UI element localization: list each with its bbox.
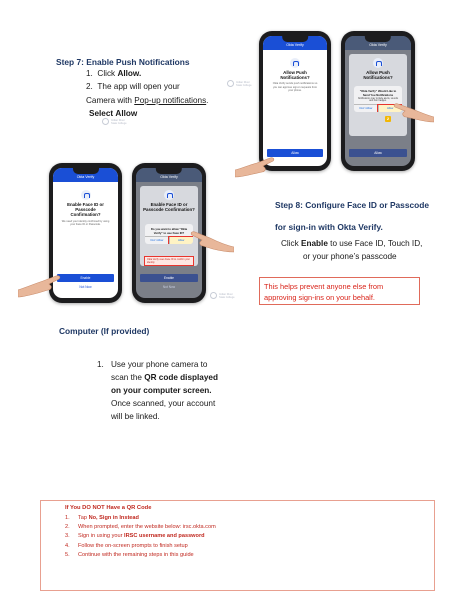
list-item	[65, 523, 428, 532]
list-number: 1.	[65, 514, 70, 521]
phone4-enable-button[interactable]: Enable	[140, 274, 198, 282]
step7-line2-text: The app will open your	[97, 81, 180, 91]
step7-instructions	[86, 68, 246, 93]
computer-line2-pre: scan the	[111, 373, 142, 382]
alert-allow-button[interactable]: Allow	[378, 105, 402, 112]
list-number: 4.	[65, 542, 70, 549]
watermark-line1: Indian River	[111, 118, 125, 122]
phone2-title: Allow Push Notifications?	[363, 70, 393, 81]
phone-notch	[156, 168, 182, 174]
list-text: Follow the on-screen prompts to finish setup	[78, 542, 188, 549]
step8-desc-post: to use Face ID, Touch ID,	[330, 239, 423, 248]
step7-line4-bold: Allow	[115, 109, 138, 118]
step7-line2	[86, 81, 246, 94]
computer-line1: Use your phone camera to	[111, 360, 208, 369]
phone4-not-now-link[interactable]: Not Now	[162, 285, 176, 289]
list-item	[65, 532, 428, 541]
watermark-line1: Indian River	[219, 292, 233, 296]
list-text: Tap	[78, 514, 88, 521]
step7-line4-pre: Select	[89, 109, 114, 118]
computer-item-number: 1.	[97, 360, 104, 369]
alert-title: “Okta Verify” Would Like to Send You Notifications	[359, 89, 397, 97]
watermark-line2: State College	[236, 83, 252, 87]
lock-icon	[81, 190, 91, 200]
step7-line3-pre: Camera with	[86, 96, 132, 105]
no-qr-steps	[65, 514, 428, 561]
pointing-hand-icon	[18, 268, 62, 303]
no-qr-title: If You DO NOT Have a QR Code	[65, 505, 152, 511]
list-number: 3.	[65, 533, 70, 540]
pointing-hand-icon	[392, 97, 434, 128]
phone1-appbar: Okta Verify	[263, 36, 327, 50]
phone3-enable-button[interactable]: Enable	[57, 274, 114, 282]
ios-face-id-alert	[145, 224, 193, 244]
phone-notch	[73, 168, 99, 174]
watermark-line2: State College	[219, 295, 235, 299]
phone4-appbar: Okta Verify	[136, 168, 202, 182]
step7-line1-num: 1.	[86, 69, 93, 78]
step7-line1-text: Click	[97, 69, 116, 78]
phone1-text: Okta Verify sends push notifications so you can approve sign-in requests from your phone.	[272, 82, 318, 92]
step7-line3-post: .	[206, 96, 209, 105]
computer-line2	[111, 371, 271, 384]
dont-allow-button[interactable]: Don’t Allow	[359, 106, 373, 110]
college-logo-icon	[210, 292, 217, 299]
list-bold: No, Sign in Instead	[88, 514, 139, 521]
step8-desc-line1	[281, 238, 451, 251]
phone3-text: We need your identity confirmed by using your Face ID or Passcode.	[61, 219, 110, 226]
step7-line1	[86, 68, 246, 81]
pointing-hand-icon	[235, 152, 275, 183]
college-watermark	[102, 118, 127, 125]
list-text: Sign in using your	[78, 533, 123, 540]
no-qr-code-box	[40, 500, 435, 591]
phone3-screen	[53, 168, 118, 298]
list-item	[65, 551, 428, 560]
phone1-screen	[263, 36, 327, 166]
step8-desc-line2: or your phone’s passcode	[303, 252, 397, 261]
list-item	[65, 514, 428, 523]
phone2-allow-button[interactable]: Allow	[349, 149, 407, 157]
dont-allow-button[interactable]: Don’t Allow	[150, 238, 164, 242]
watermark-line1: Indian River	[236, 80, 250, 84]
step8-desc-bold: Enable	[301, 239, 328, 248]
phone4-title: Enable Face ID or Passcode Confirmation?	[143, 202, 195, 213]
lock-icon	[164, 190, 174, 200]
step8-desc-pre: Click	[281, 239, 299, 248]
list-number: 5.	[65, 552, 70, 559]
computer-heading: Computer (If provided)	[59, 326, 150, 336]
info-box	[259, 277, 420, 305]
alert-title: Do you want to allow “Okta Verify” to use Face ID?	[150, 227, 188, 235]
college-watermark	[227, 80, 252, 87]
computer-line4: Once scanned, your account	[111, 399, 216, 408]
alert-buttons	[145, 236, 193, 244]
computer-line3: on your computer screen.	[111, 386, 212, 395]
college-watermark	[210, 292, 235, 299]
info-line1: This helps prevent anyone else from	[264, 282, 384, 291]
phone-notch	[365, 36, 391, 42]
phone1-allow-button[interactable]: Allow	[267, 149, 323, 157]
watermark-line2: State College	[111, 121, 127, 125]
info-line2: approving sign-ins on your behalf.	[264, 293, 375, 302]
phone-notch	[282, 36, 308, 42]
phone3-title: Enable Face ID or Passcode Confirmation?	[67, 202, 104, 218]
computer-line2-bold: QR code displayed	[144, 373, 218, 382]
popup-notifications-text: Pop-up notifications	[134, 96, 207, 105]
college-logo-icon	[227, 80, 234, 87]
step8-heading-line1: Step 8: Configure Face ID or Passcode	[275, 200, 430, 210]
list-item	[65, 542, 428, 551]
phone1-card	[267, 54, 323, 94]
step-badge: 2	[386, 116, 390, 121]
step7-line2-num: 2.	[86, 81, 93, 91]
list-text: Continue with the remaining steps in this guide	[78, 552, 194, 559]
college-logo-icon	[102, 118, 109, 125]
list-bold: IRSC username and password	[124, 533, 205, 540]
computer-line5: will be linked.	[111, 412, 160, 421]
phone2-appbar: Okta Verify	[345, 36, 411, 50]
phone3-card	[57, 186, 114, 228]
alert-text: Notifications may include alerts, sounds and icon badges.	[357, 98, 399, 102]
bell-icon	[290, 58, 300, 68]
alert-allow-button[interactable]: Allow	[169, 237, 193, 244]
step7-line3	[86, 95, 256, 108]
phone3-not-now-link[interactable]: Not Now	[79, 285, 92, 289]
computer-instructions	[111, 358, 271, 423]
list-text: When prompted, enter the website below: irsc.okta.com	[78, 523, 216, 530]
list-number: 2.	[65, 523, 70, 530]
bell-icon	[373, 58, 383, 68]
phone-push-notifications	[259, 31, 331, 171]
phone3-appbar: Okta Verify	[53, 168, 118, 182]
pointing-hand-icon	[188, 225, 234, 258]
step8-heading-line2: for sign-in with Okta Verify.	[275, 222, 383, 232]
phone1-title: Allow Push Notifications?	[280, 70, 310, 81]
step7-line1-bold: Allow.	[117, 69, 142, 78]
face-id-note: Okta Verify uses Face ID to confirm your identity	[144, 256, 194, 266]
step7-heading: Step 7: Enable Push Notifications	[56, 57, 190, 67]
